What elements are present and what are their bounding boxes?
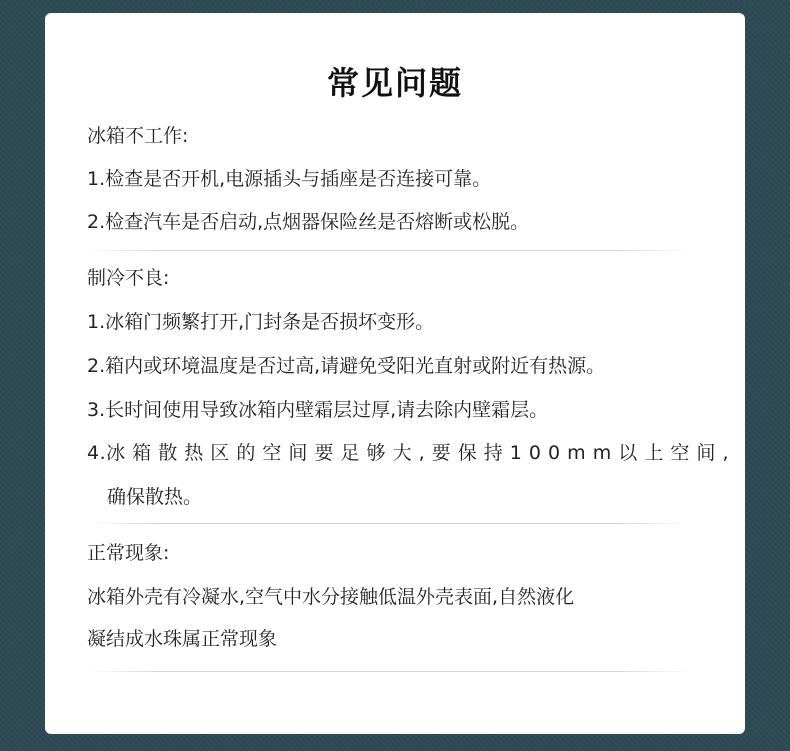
faq-line: 3.长时间使用导致冰箱内壁霜层过厚,请去除内壁霜层。 — [87, 399, 549, 421]
faq-card — [45, 13, 745, 734]
page-title: 常见问题 — [326, 64, 463, 102]
faq-line: 凝结成水珠属正常现象 — [87, 628, 278, 650]
faq-line: 2.箱内或环境温度是否过高,请避免受阳光直射或附近有热源。 — [87, 355, 606, 377]
section-divider — [87, 671, 691, 672]
faq-line: 1.检查是否开机,电源插头与插座是否连接可靠。 — [87, 168, 492, 190]
faq-line: 1.冰箱门频繁打开,门封条是否损坏变形。 — [87, 311, 435, 333]
faq-line: 2.检查汽车是否启动,点烟器保险丝是否熔断或松脱。 — [87, 211, 530, 233]
faq-line: 确保散热。 — [107, 486, 203, 508]
section-heading: 正常现象: — [87, 542, 170, 564]
section-divider — [87, 523, 691, 524]
section-heading: 制冷不良: — [87, 267, 170, 289]
faq-line: 4.冰 箱 散 热 区 的 空 间 要 足 够 大 , 要 保 持 1 0 0 m m 以 上 空 间 , — [87, 442, 729, 464]
faq-line: 冰箱外壳有冷凝水,空气中水分接触低温外壳表面,自然液化 — [87, 586, 575, 608]
section-divider — [87, 250, 691, 251]
section-heading: 冰箱不工作: — [87, 125, 189, 147]
